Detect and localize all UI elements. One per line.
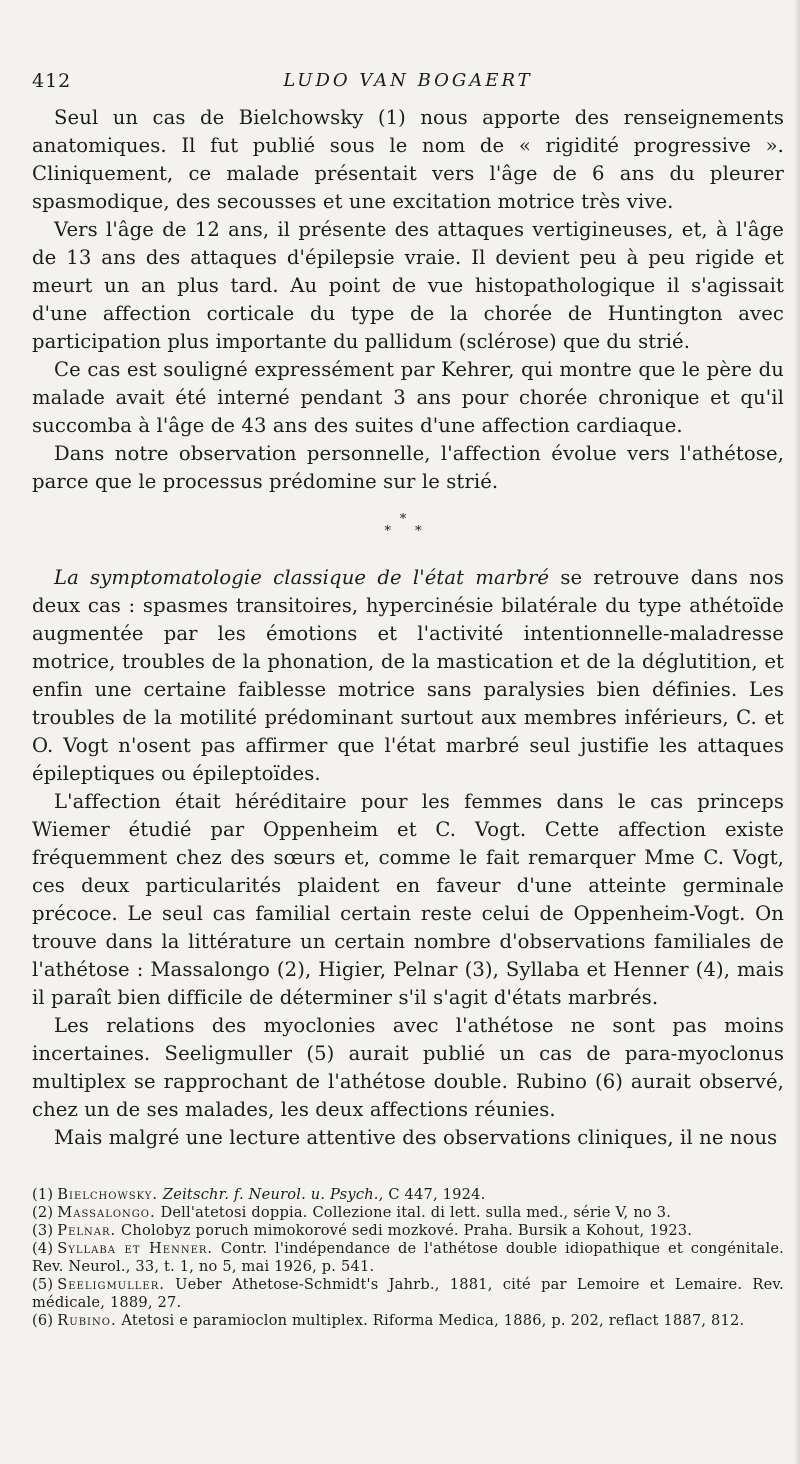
- running-head: LUDO VAN BOGAERT: [283, 70, 533, 91]
- footnote-author: Pelnar.: [57, 1222, 117, 1239]
- paragraph: Les relations des myoclonies avec l'athétose ne sont pas moins incertaines. Seeligmuller (5) aurait publié un cas de para-myoclonus multiplex se rapprochant de l'athétose double. Rubino (6) aurait observé, chez un de ses malades, les deux affections réunies.: [32, 1014, 784, 1121]
- footnote-author: Syllaba et Henner.: [57, 1240, 214, 1257]
- footnote-number: (1): [32, 1186, 54, 1203]
- footnote: [32, 1186, 784, 1204]
- asterism-top-star: *: [399, 512, 417, 527]
- footnote: [32, 1276, 784, 1312]
- page: [32, 70, 784, 1330]
- footnote: [32, 1204, 784, 1222]
- footnote-author: Seeligmuller.: [57, 1276, 165, 1293]
- footnote-text: Atetosi e paramioclon multiplex. Riforma Medica, 1886, p. 202, reflact 1887, 812.: [116, 1312, 745, 1329]
- paragraph: L'affection était héréditaire pour les femmes dans le cas princeps Wiemer étudié par Oppenheim et C. Vogt. Cette affection existe fréquemment chez des sœurs et, comme le fait remarquer Mme C. Vogt, ces deux particularités plaident en faveur d'une atteinte germinale précoce. Le seul cas familial certain reste celui de Oppenheim-Vogt. On trouve dans la littérature un certain nombre d'observations familiales de l'athétose : Massalongo (2), Higier, Pelnar (3), Syllaba et Henner (4), mais il paraît bien difficile de déterminer s'il s'agit d'états marbrés.: [32, 790, 784, 1009]
- footnote-text: Ueber Athetose-Schmidt's Jahrb., 1881, cité par Lemoire et Lemaire. Rev. médicale, 1889, 27.: [32, 1276, 784, 1311]
- asterism-bottom-stars: * *: [384, 524, 432, 539]
- body-text: [32, 104, 784, 1152]
- section-asterism: [32, 514, 784, 538]
- paragraph-continuation: se retrouve dans nos deux cas : spasmes transitoires, hypercinésie bilatérale du type athétoïde augmentée par les émotions et l'activité intentionnelle-maladresse motrice, troubles de la phonation, de la mastication et de la déglutition, et enfin une certaine faiblesse motrice sans paralysies bien définies. Les troubles de la motilité prédominant surtout aux membres inférieurs, C. et O. Vogt n'osent pas affirmer que l'état marbré seul justifie les attaques épileptiques ou épileptoïdes.: [32, 566, 784, 785]
- footnote-text: C 447, 1924.: [383, 1186, 486, 1203]
- footnote-number: (3): [32, 1222, 54, 1239]
- paragraph: [32, 564, 784, 788]
- footnote-number: (6): [32, 1312, 54, 1329]
- footnote-title: Zeitschr. f. Neurol. u. Psych.,: [162, 1186, 384, 1203]
- footnote-number: (2): [32, 1204, 54, 1221]
- footnote: [32, 1312, 784, 1330]
- footnote-author: Rubino.: [57, 1312, 117, 1329]
- footnote-author: Bielchowsky.: [57, 1186, 159, 1203]
- footnote: [32, 1240, 784, 1276]
- footnote-text: Contr. l'indépendance de l'athétose double idiopathique et congénitale. Rev. Neurol., 33, t. 1, no 5, mai 1926, p. 541.: [32, 1240, 785, 1275]
- footnote-number: (5): [32, 1276, 54, 1293]
- page-edge-shadow: [794, 0, 800, 1464]
- page-number: 412: [32, 70, 72, 92]
- footnote-text: Dell'atetosi doppia. Collezione ital. di lett. sulla med., série V, no 3.: [155, 1204, 672, 1221]
- footnote: [32, 1222, 784, 1240]
- italic-lead: La symptomatologie classique de l'état marbré: [54, 566, 550, 589]
- paragraph: Dans notre observation personnelle, l'affection évolue vers l'athétose, parce que le processus prédomine sur le strié.: [32, 442, 784, 493]
- footnote-text: Cholobyz poruch mimokorové sedi mozkové. Praha. Bursik a Kohout, 1923.: [116, 1222, 693, 1239]
- page-header: [32, 70, 784, 104]
- footnotes: [32, 1186, 784, 1330]
- footnote-author: Massalongo.: [57, 1204, 156, 1221]
- footnote-number: (4): [32, 1240, 54, 1257]
- paragraph: Seul un cas de Bielchowsky (1) nous apporte des renseignements anatomiques. Il fut publié sous le nom de « rigidité progressive ». Cliniquement, ce malade présentait vers l'âge de 6 ans du pleurer spasmodique, des secousses et une excitation motrice très vive.: [32, 106, 784, 213]
- paragraph: Mais malgré une lecture attentive des observations cliniques, il ne nous: [54, 1126, 778, 1149]
- paragraph: Vers l'âge de 12 ans, il présente des attaques vertigineuses, et, à l'âge de 13 ans des attaques d'épilepsie vraie. Il devient peu à peu rigide et meurt un an plus tard. Au point de vue histopathologique il s'agissait d'une affection corticale du type de la chorée de Huntington avec participation plus importante du pallidum (sclérose) que du strié.: [32, 218, 784, 353]
- paragraph: Ce cas est souligné expressément par Kehrer, qui montre que le père du malade avait été interné pendant 3 ans pour chorée chronique et qu'il succomba à l'âge de 43 ans des suites d'une affection cardiaque.: [32, 358, 784, 437]
